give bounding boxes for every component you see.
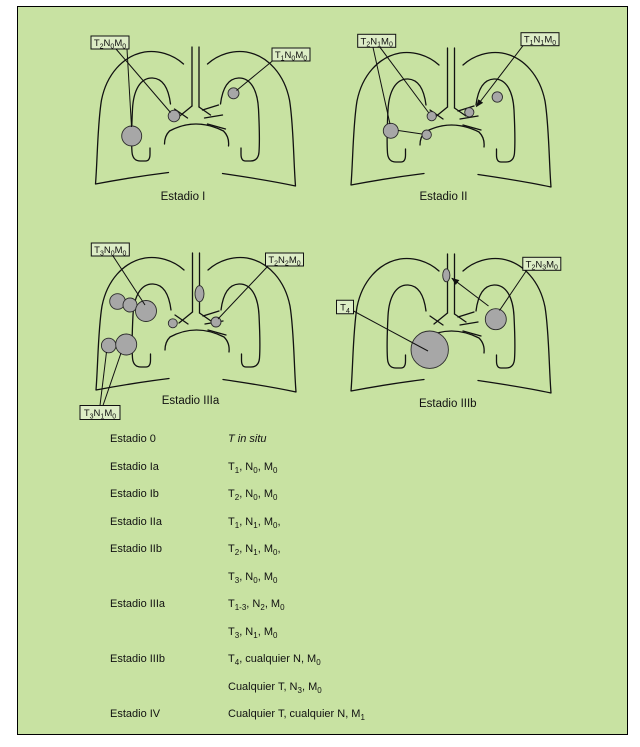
tumor-node [485,309,506,330]
tnm-label [337,300,354,315]
tumor-node [465,108,474,117]
tnm-subscript: 0 [272,630,278,640]
stage-tnm-value: $T_4$, cualquier N, $M_0$ [228,653,321,668]
tnm-subscript: 0 [272,465,278,475]
tumor-node [101,338,116,353]
staging-row [110,652,510,680]
lungs-drawing [351,254,551,393]
tnm-subscript: 1 [360,713,365,723]
tnm-subscript: 0 [280,603,285,613]
staging-row [110,542,510,570]
tnm-label [521,33,559,47]
stage-tnm-value: Cualquier T, $N_3$, $M_0$ [228,680,322,695]
staging-row [110,625,510,653]
staging-row [110,460,510,488]
tnm-label-text: $T_3N_0M_0$ [94,245,127,258]
panel-caption: Estadio IIIa [161,395,220,407]
tumor-node [116,334,137,355]
tnm-label-text: $T_1N_0M_0$ [274,50,308,63]
stage-name: Estadio IIa [110,515,162,528]
stage-tnm-value: $T_{1-3}$, $N_2$, $M_0$ [228,598,285,613]
stage-tnm-value: $T_2$, $N_0$, $M_0$ [228,488,278,503]
tnm-label-text: $T_2N_2M_0$ [268,255,301,268]
tnm-subscript: 1 [234,520,240,530]
tnm-subscript: 2 [234,493,240,503]
tnm-label-text: $T_2N_0M_0$ [93,38,127,51]
tnm-subscript: 4 [234,658,240,668]
tumor-node [168,319,177,328]
tumor-node [123,298,137,312]
stage-tnm-value: $T_3$, $N_1$, $M_0$ [228,625,278,640]
staging-row [110,432,510,460]
tnm-subscript: 1-3 [234,603,247,613]
lungs-drawing [96,47,296,186]
tnm-label [523,257,561,271]
tnm-label [91,243,129,257]
tnm-subscript: 1 [253,520,258,530]
tnm-label [272,48,310,62]
panel-caption: Estadio IIIb [419,398,477,410]
staging-row [110,487,510,515]
tnm-label [266,253,304,267]
tnm-label-text: $T_2N_3M_0$ [525,259,558,272]
tumor-node [443,269,450,282]
lungs-drawing [96,253,296,392]
tnm-subscript: 1 [253,630,258,640]
stage-tnm-value: Cualquier T, cualquier N, $M_1$ [228,708,365,723]
tnm-subscript: 2 [234,548,240,558]
tnm-subscript: 0 [253,465,258,475]
stage-panel-4 [337,254,561,410]
stage-tnm-value: $T_2$, $N_1$, $M_0$, [228,543,281,558]
tnm-label-text: $T_1N_1M_0$ [523,34,557,48]
leader-arrow [452,278,489,306]
stage-panel-1 [91,36,310,203]
stage-name: Estadio IIIa [110,598,166,610]
tnm-subscript: 0 [317,685,322,695]
stage-tnm-value: T in situ [228,433,267,445]
stage-tnm-value: $T_1$, $N_1$, $M_0$, [228,515,281,530]
stage-panel-3 [80,243,304,420]
tnm-subscript: 0 [253,493,258,503]
tnm-subscript: 3 [234,630,240,640]
leader-line [237,61,274,91]
tumor-node [195,286,204,302]
tumor-node [422,130,431,139]
tnm-label [80,406,120,421]
tnm-subscript: 3 [297,685,302,695]
leader-line [398,131,422,135]
tnm-subscript: 3 [234,575,240,585]
tnm-subscript: 1 [234,465,240,475]
tnm-subscript: 1 [253,548,258,558]
tnm-subscript: 0 [316,658,321,668]
leader-line [380,47,429,112]
leader-line [127,49,132,127]
tnm-subscript: 2 [260,603,265,613]
stage-name: Estadio 0 [110,433,156,445]
panel-caption: Estadio II [419,191,468,203]
staging-table [110,432,510,735]
tnm-subscript: 0 [272,493,278,503]
stage-name: Estadio IV [110,708,161,720]
stage-panel-2 [351,33,559,203]
tumor-node [492,92,502,102]
leader-line [354,311,429,351]
tnm-subscript: 0 [272,575,278,585]
tumor-node [411,331,448,368]
tnm-label [91,36,129,50]
stage-name: Estadio IIIb [110,653,166,665]
tumor-node [211,317,221,327]
leader-line [373,47,390,124]
stage-name: Estadio Ia [110,460,159,473]
staging-row [110,515,510,543]
tumor-node [136,301,157,322]
staging-row [110,597,510,625]
stage-name: Estadio IIb [110,543,162,555]
leader-line [116,49,171,113]
tnm-label [358,34,396,48]
lungs-drawing [351,48,551,187]
tnm-subscript: 0 [272,520,278,530]
tumor-node [383,123,398,138]
staging-row [110,570,510,598]
tnm-subscript: 0 [272,548,278,558]
tumor-node [427,112,436,121]
panel-caption: Estadio I [160,191,206,203]
tnm-label-text: $T_4$ [340,302,350,315]
stage-panels [80,33,561,421]
tnm-label-text: $T_3N_1M_0$ [83,408,117,421]
tnm-label-text: $T_2N_1M_0$ [360,36,393,49]
stage-tnm-value: $T_3$, $N_0$, $M_0$ [228,570,278,585]
staging-row [110,707,510,735]
tumor-node [122,126,142,146]
staging-row [110,680,510,708]
stage-name: Estadio Ib [110,488,159,500]
tnm-subscript: 0 [253,575,258,585]
stage-tnm-value: $T_1$, $N_0$, $M_0$ [228,460,278,475]
